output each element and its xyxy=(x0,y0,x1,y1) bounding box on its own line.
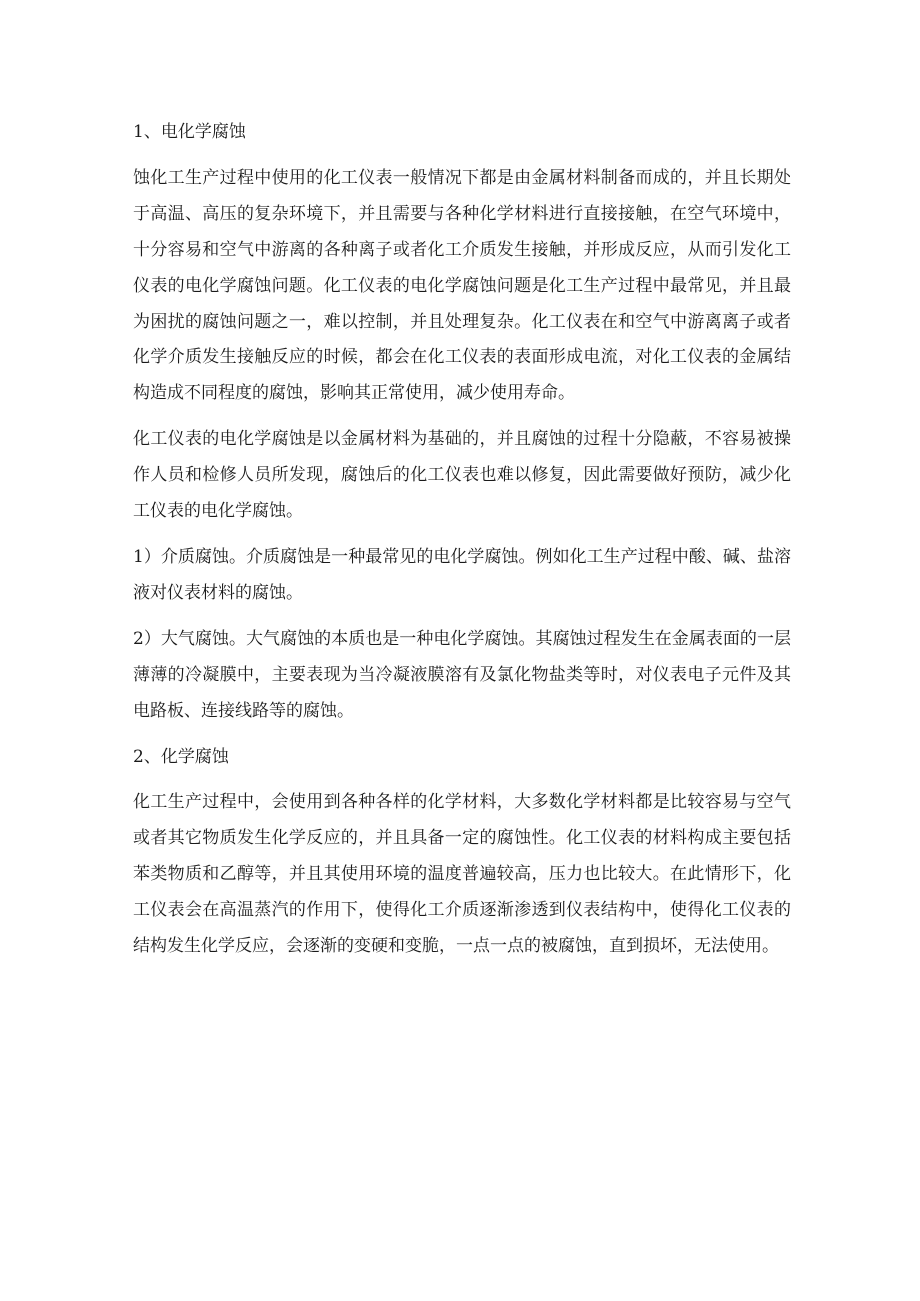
document-body xyxy=(133,115,791,965)
section-heading-electrochemical: 1、电化学腐蚀 xyxy=(133,122,246,142)
paragraph-atmospheric-corrosion: 2）大气腐蚀。大气腐蚀的本质也是一种电化学腐蚀。其腐蚀过程发生在金属表面的一层薄薄的冷凝膜中，主要表现为当冷凝液膜溶有及氯化物盐类等时，对仪表电子元件及其电路板、连接线路等的腐蚀。 xyxy=(133,628,791,721)
spacer xyxy=(133,530,791,540)
spacer xyxy=(133,612,791,622)
spacer xyxy=(133,775,791,785)
section-heading-chemical: 2、化学腐蚀 xyxy=(133,746,229,767)
paragraph-intro: 蚀化工生产过程中使用的化工仪表一般情况下都是由金属材料制备而成的，并且长期处于高温、高压的复杂环境下，并且需要与各种化学材料进行直接接触，在空气环境中，十分容易和空气中游离的各种离子或者化工介质发生接触，并形成反应，从而引发化工仪表的电化学腐蚀问题。化工仪表的电化学腐蚀问题是化工生产过程中最常见，并且最为困扰的腐蚀问题之一，难以控制，并且处理复杂。化工仪表在和空气中游离离子或者化学介质发生接触反应的时候，都会在化工仪表的表面形成电流，对化工仪表的金属结构造成不同程度的腐蚀，影响其正常使用，减少使用寿命。 xyxy=(133,167,791,404)
spacer xyxy=(133,412,791,422)
paragraph-chemical-corrosion: 化工生产过程中，会使用到各种各样的化学材料，大多数化学材料都是比较容易与空气或者其它物质发生化学反应的，并且具备一定的腐蚀性。化工仪表的材料构成主要包括苯类物质和乙醇等，并且其使用环境的温度普遍较高，压力也比较大。在此情形下，化工仪表会在高温蒸汽的作用下，使得化工介质逐渐渗透到仪表结构中，使得化工仪表的结构发生化学反应，会逐渐的变硬和变脆，一点一点的被腐蚀，直到损坏，无法使用。 xyxy=(133,792,791,957)
paragraph-basis: 化工仪表的电化学腐蚀是以金属材料为基础的，并且腐蚀的过程十分隐蔽，不容易被操作人员和检修人员所发现，腐蚀后的化工仪表也难以修复，因此需要做好预防，减少化工仪表的电化学腐蚀。 xyxy=(133,429,791,522)
spacer xyxy=(133,730,791,740)
spacer xyxy=(133,151,791,161)
paragraph-medium-corrosion: 1）介质腐蚀。介质腐蚀是一种最常见的电化学腐蚀。例如化工生产过程中酸、碱、盐溶液对仪表材料的腐蚀。 xyxy=(133,546,791,603)
